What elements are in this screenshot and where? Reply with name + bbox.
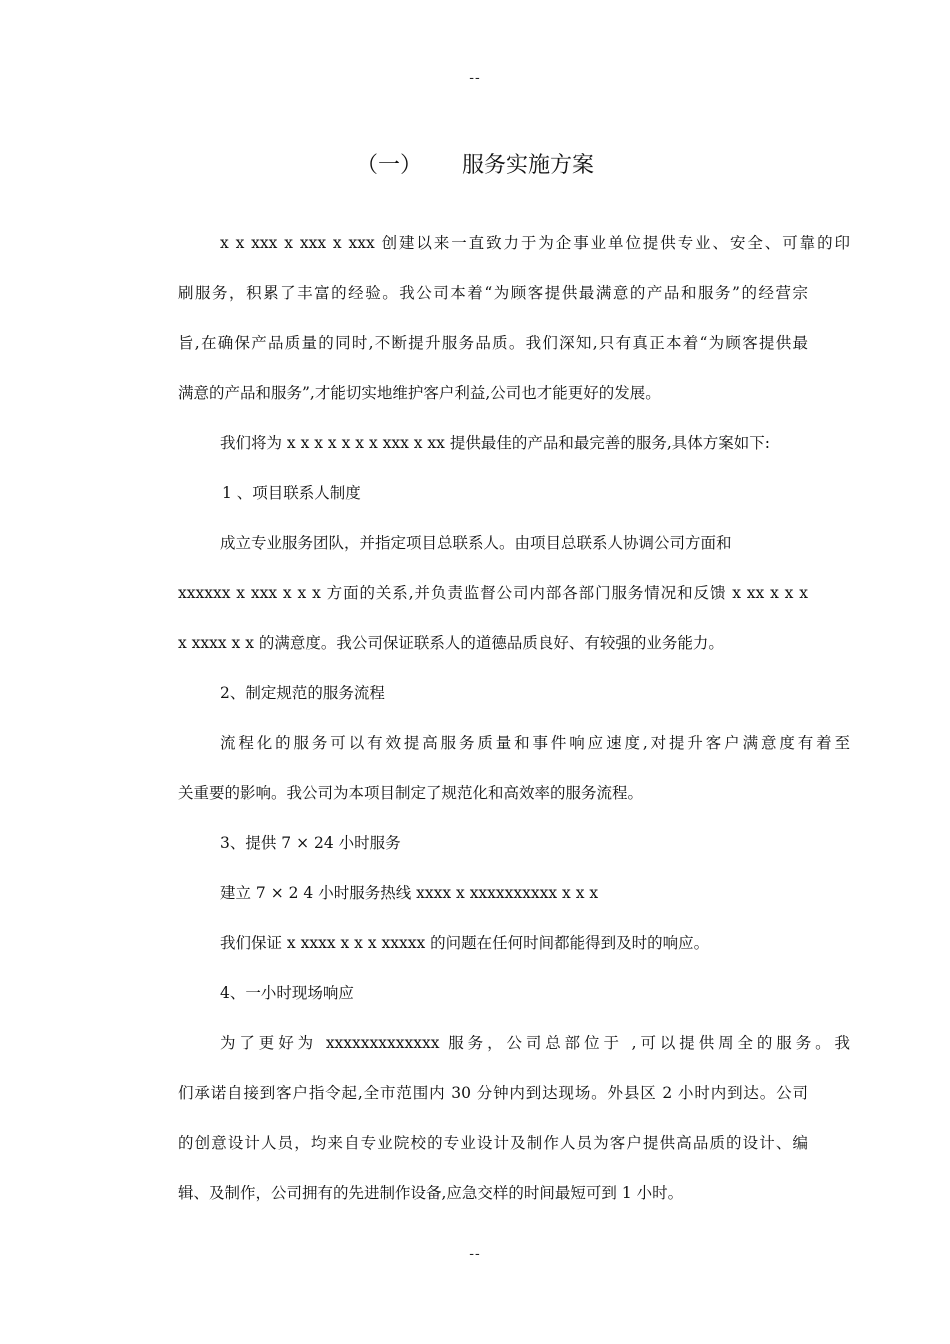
body-line: 关重要的影响。我公司为本项目制定了规范化和高效率的服务流程。 — [178, 784, 644, 802]
body-line: 流程化的服务可以有效提高服务质量和事件响应速度,对提升客户满意度有着至 — [220, 734, 850, 752]
page-bottom-marker: -- — [469, 1246, 481, 1262]
body-line: 满意的产品和服务”,才能切实地维护客户利益,公司也才能更好的发展。 — [178, 384, 661, 402]
section-heading-2: 2、制定规范的服务流程 — [220, 684, 385, 702]
body-line: 刷服务，积累了丰富的经验。我公司本着“为顾客提供最满意的产品和服务”的经营宗 — [178, 284, 808, 302]
document-body — [178, 228, 850, 1228]
body-line: 的创意设计人员，均来自专业院校的专业设计及制作人员为客户提供高品质的设计、编 — [178, 1134, 808, 1152]
document-title — [0, 148, 950, 179]
body-line: 我们保证 x xxxx x x x xxxxx 的问题在任何时间都能得到及时的响应。 — [220, 934, 710, 952]
section-heading-1: 1 、项目联系人制度 — [222, 484, 361, 502]
body-line: 成立专业服务团队，并指定项目总联系人。由项目总联系人协调公司方面和 — [220, 534, 732, 552]
title-number: （一） — [355, 153, 422, 178]
body-line: 辑、及制作，公司拥有的先进制作设备,应急交样的时间最短可到 1 小时。 — [178, 1184, 684, 1202]
body-line: x xxxx x x 的满意度。我公司保证联系人的道德品质良好、有较强的业务能力。 — [178, 634, 724, 652]
section-heading-3: 3、提供 7 × 24 小时服务 — [220, 834, 401, 852]
body-line: xxxxxx x xxx x x x 方面的关系,并负责监督公司内部各部门服务情况和反馈 x xx x x x — [178, 584, 808, 602]
body-line: 们承诺自接到客户指令起,全市范围内 30 分钟内到达现场。外县区 2 小时内到达。公司 — [178, 1084, 808, 1102]
body-line: 旨,在确保产品质量的同时,不断提升服务品质。我们深知,只有真正本着“为顾客提供最 — [178, 334, 808, 352]
page-top-marker: -- — [469, 70, 481, 86]
body-line: 我们将为 x x x x x x x xxx x xx 提供最佳的产品和最完善的服务,具体方案如下: — [220, 434, 770, 452]
body-line: 为了更好为 xxxxxxxxxxxxx 服务，公司总部位于 ,可以提供周全的服务。我 — [220, 1034, 850, 1052]
title-text: 服务实施方案 — [462, 153, 595, 178]
body-line: x x xxx x xxx x xxx 创建以来一直致力于为企事业单位提供专业、安全、可靠的印 — [220, 234, 850, 252]
section-heading-4: 4、一小时现场响应 — [220, 984, 354, 1002]
body-line: 建立 7 × 2 4 小时服务热线 xxxx x xxxxxxxxxx x x x — [220, 884, 599, 902]
